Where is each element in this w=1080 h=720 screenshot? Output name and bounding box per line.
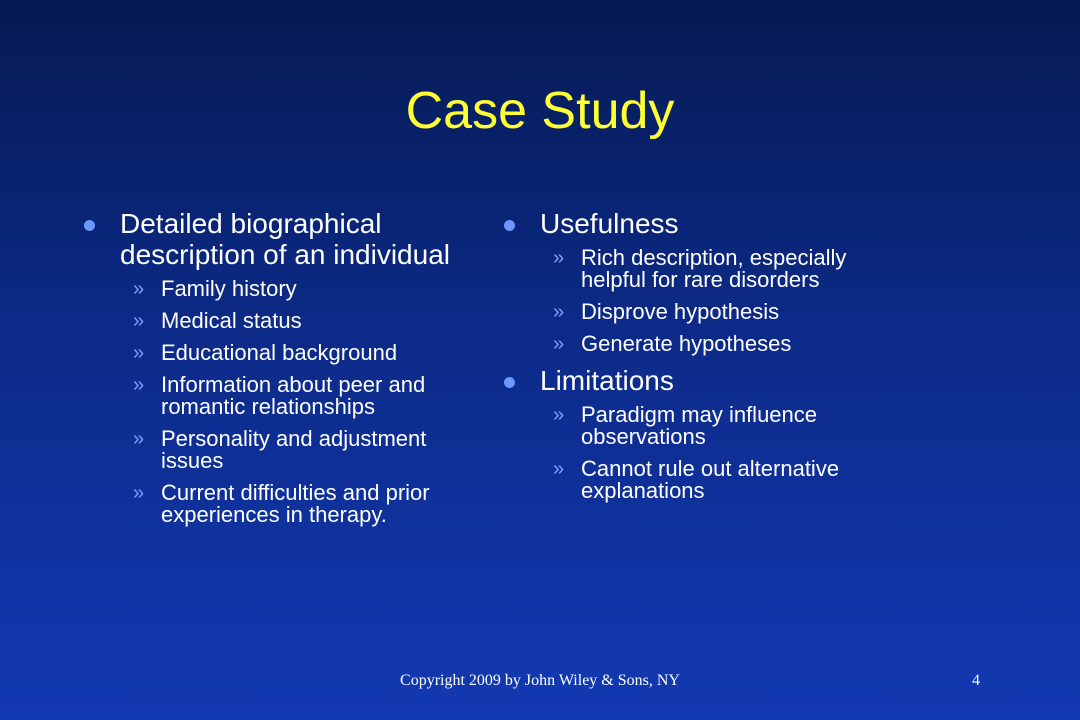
list-item bbox=[504, 404, 904, 448]
chevron-right-icon: » bbox=[553, 301, 565, 323]
sub-list bbox=[504, 247, 904, 355]
chevron-right-icon: » bbox=[133, 342, 145, 364]
list-item bbox=[84, 342, 464, 364]
list-item bbox=[84, 428, 464, 472]
sub-list bbox=[504, 404, 904, 502]
bullet-dot-icon bbox=[504, 220, 515, 231]
chevron-right-icon: » bbox=[553, 404, 565, 426]
bullet-text: Detailed biographical description of an individual bbox=[120, 208, 450, 270]
slide-title: Case Study bbox=[405, 82, 675, 140]
list-item bbox=[84, 278, 464, 300]
chevron-right-icon: » bbox=[133, 278, 145, 300]
chevron-right-icon: » bbox=[133, 482, 145, 504]
list-item-text: Disprove hypothesis bbox=[581, 299, 780, 324]
list-item-text: Educational background bbox=[161, 340, 398, 365]
chevron-right-icon: » bbox=[133, 310, 145, 332]
list-item-text: Generate hypotheses bbox=[581, 331, 792, 356]
bullet-limitations bbox=[504, 365, 904, 396]
list-item bbox=[504, 458, 904, 502]
list-item-text: Family history bbox=[161, 276, 297, 301]
chevron-right-icon: » bbox=[133, 428, 145, 450]
chevron-right-icon: » bbox=[553, 247, 565, 269]
page-number: 4 bbox=[972, 672, 980, 689]
chevron-right-icon: » bbox=[553, 333, 565, 355]
bullet-dot-icon bbox=[84, 220, 95, 231]
right-column bbox=[504, 208, 904, 512]
list-item-text: Personality and adjustment issues bbox=[161, 426, 427, 473]
list-item bbox=[84, 374, 464, 418]
list-item bbox=[504, 247, 904, 291]
list-item-text: Cannot rule out alternative explanations bbox=[581, 456, 840, 503]
list-item-text: Information about peer and romantic relationships bbox=[161, 372, 426, 419]
bullet-usefulness bbox=[504, 208, 904, 239]
bullet-text: Usefulness bbox=[540, 208, 679, 239]
bullet-dot-icon bbox=[504, 377, 515, 388]
chevron-right-icon: » bbox=[133, 374, 145, 396]
list-item-text: Paradigm may influence observations bbox=[581, 402, 818, 449]
sub-list bbox=[84, 278, 464, 526]
list-item-text: Current difficulties and prior experiences in therapy. bbox=[161, 480, 430, 527]
bullet-detailed-description bbox=[84, 208, 464, 270]
list-item-text: Rich description, especially helpful for rare disorders bbox=[581, 245, 847, 292]
list-item bbox=[84, 310, 464, 332]
left-column bbox=[84, 208, 464, 536]
list-item bbox=[84, 482, 464, 526]
list-item-text: Medical status bbox=[161, 308, 302, 333]
chevron-right-icon: » bbox=[553, 458, 565, 480]
list-item bbox=[504, 301, 904, 323]
list-item bbox=[504, 333, 904, 355]
footer-copyright: Copyright 2009 by John Wiley & Sons, NY bbox=[400, 672, 680, 689]
bullet-text: Limitations bbox=[540, 365, 674, 396]
